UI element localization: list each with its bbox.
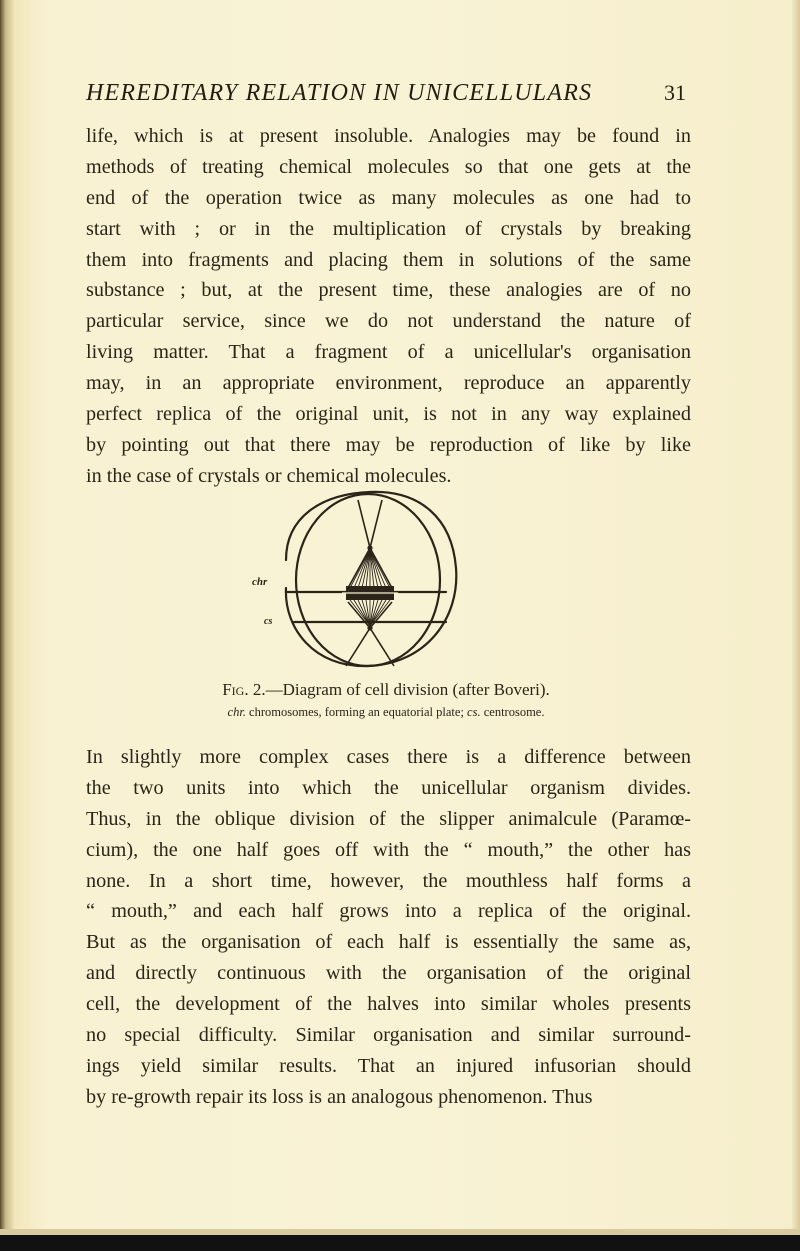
text-line: life, which is at present insoluble. Analogies may be found in	[86, 125, 691, 147]
label-chr: chr	[252, 576, 268, 588]
running-header	[86, 80, 686, 116]
text-line: by pointing out that there may be reproduction of like by like	[86, 433, 691, 456]
legend-cs-text: centrosome.	[480, 705, 545, 719]
label-cs: cs	[264, 616, 273, 627]
paragraph-2	[86, 742, 691, 1113]
text-line: cell, the development of the halves into similar wholes presents	[86, 993, 691, 1016]
text-line: none. In a short time, however, the mouthless half forms a	[86, 869, 691, 892]
text-line: end of the operation twice as many molecules as one had to	[86, 186, 691, 209]
figure-caption-text: —Diagram of cell division (after Boveri).	[265, 680, 550, 699]
legend-chr-key: chr.	[227, 705, 246, 719]
page-binding-shadow	[0, 0, 14, 1251]
paragraph-1	[86, 121, 691, 492]
spindle-ray	[346, 628, 370, 666]
legend-cs-key: cs.	[467, 705, 481, 719]
text-line: cium), the one half goes off with the “ mouth,” the other has	[86, 838, 691, 861]
text-line: substance ; but, at the present time, these analogies are of no	[86, 279, 691, 302]
spindle-ray	[358, 500, 370, 548]
cell-outline	[286, 492, 456, 666]
centrosome-top	[367, 545, 372, 550]
figure-caption	[96, 680, 676, 700]
text-line: no special difficulty. Similar organisation and similar surround-	[86, 1024, 691, 1047]
text-line: ings yield similar results. That an injured infusorian should	[86, 1054, 691, 1077]
cell-division-figure	[250, 478, 480, 674]
page-number: 31	[664, 80, 686, 105]
text-line: In slightly more complex cases there is a difference between	[86, 746, 691, 768]
text-line: and directly continuous with the organisation of the original	[86, 962, 691, 985]
spindle-ray	[370, 628, 394, 666]
text-line: the two units into which the unicellular organism divides.	[86, 776, 691, 799]
running-header-title: HEREDITARY RELATION IN UNICELLULARS	[86, 80, 593, 106]
text-line: living matter. That a fragment of a unicellular's organisation	[86, 341, 691, 364]
page-edge	[792, 0, 800, 1251]
spindle-ray	[370, 500, 382, 548]
text-line: start with ; or in the multiplication of crystals by breaking	[86, 217, 691, 240]
spindle-circle	[296, 494, 440, 666]
text-line: “ mouth,” and each half grows into a replica of the original.	[86, 900, 691, 923]
text-line: But as the organisation of each half is essentially the same as,	[86, 931, 691, 954]
text-line: perfect replica of the original unit, is not in any way explained	[86, 403, 691, 426]
text-line: in the case of crystals or chemical molecules.	[86, 464, 452, 487]
scan-bottom-border	[0, 1235, 800, 1251]
figure-number: Fig. 2.	[222, 680, 266, 699]
text-line: methods of treating chemical molecules so that one gets at the	[86, 155, 691, 178]
legend-chr-text: chromosomes, forming an equatorial plate;	[245, 705, 468, 719]
text-line: Thus, in the oblique division of the slipper animalcule (Paramœ-	[86, 807, 691, 830]
centrosome-bottom	[367, 625, 372, 630]
text-line: by re-growth repair its loss is an analogous phenomenon. Thus	[86, 1085, 593, 1108]
text-line: may, in an appropriate environment, reproduce an apparently	[86, 372, 691, 395]
figure-legend	[96, 705, 676, 720]
text-line: them into fragments and placing them in solutions of the same	[86, 248, 691, 271]
text-line: particular service, since we do not understand the nature of	[86, 310, 691, 333]
cell-division-diagram	[250, 478, 480, 674]
